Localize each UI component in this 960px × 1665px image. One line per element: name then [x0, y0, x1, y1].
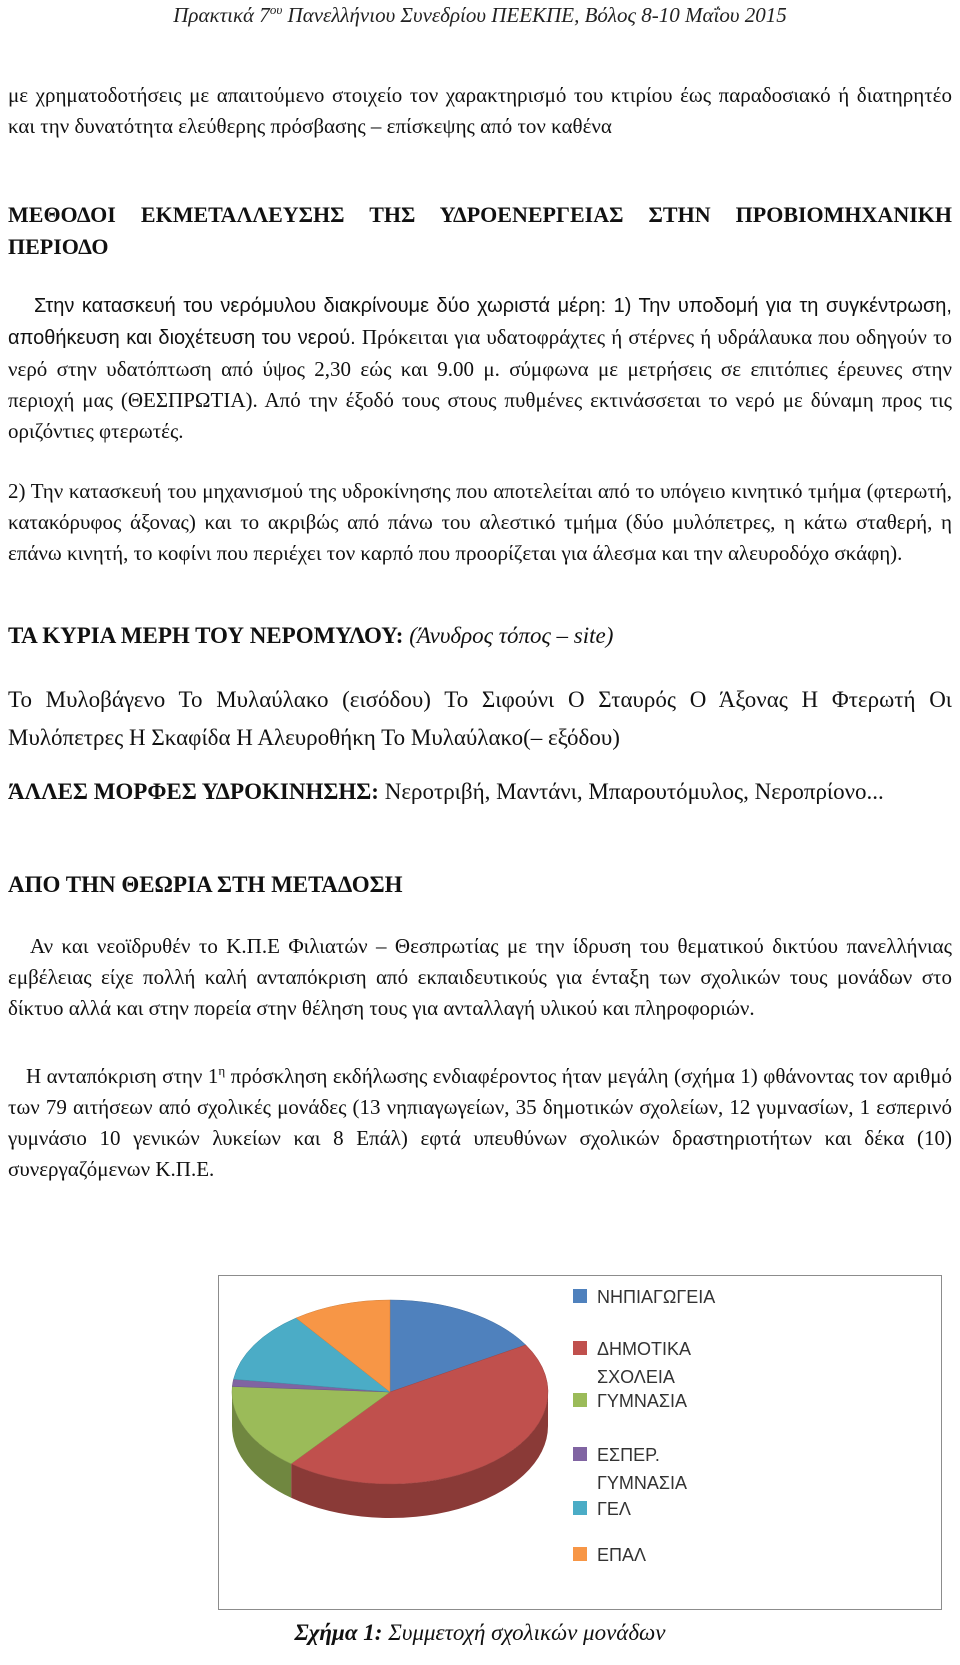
legend-label-0: ΝΗΠΙΑΓΩΓΕΙΑ: [597, 1287, 716, 1307]
paragraph-response: Η ανταπόκριση στην $1^\eta$ πρόσκληση εκδήλωσης ενδιαφέροντος ήταν μεγάλη (σχήμα 1) φθάνοντας τον αριθμό των 79 αιτήσεων από σχολικές μονάδες (13 νηπιαγωγείων, 35 δημοτικών σχολείων, 12 γυμνασίων, 1 εσπερινό γυμνάσιο 10 γενικών λυκείων και 8 Επάλ) εφτά υπευθύνων σχολικών δραστηριοτήτων και δέκα (10) συνεργαζόμενων Κ.Π.Ε.: [8, 1063, 952, 1181]
legend-swatch-5: [573, 1547, 587, 1561]
legend-label-5: ΕΠΑΛ: [597, 1545, 647, 1565]
legend-swatch-1: [573, 1341, 587, 1355]
heading-methods: ΜΕΘΟΔΟΙ ΕΚΜΕΤΑΛΛΕΥΣΗΣ ΤΗΣ ΥΔΡΟΕΝΕΡΓΕΙΑΣ ΣΤΗΝ ΠΡΟΒΙΟΜΗΧΑΝΙΚΗ ΠΕΡΙΟΔΟ: [8, 202, 952, 259]
heading-theory-transfer: ΑΠΟ ΤΗΝ ΘΕΩΡΙΑ ΣΤΗ ΜΕΤΑΔΟΣΗ: [8, 872, 403, 897]
legend-label-1: ΔΗΜΟΤΙΚΑ ΣΧΟΛΕΙΑ: [597, 1339, 692, 1387]
legend-swatch-3: [573, 1447, 587, 1461]
legend-swatch-4: [573, 1501, 587, 1515]
paragraph-mechanism: 2) Την κατασκευή του μηχανισμού της υδροκίνησης που αποτελείται από το υπόγειο κινητικό τμήμα (φτερωτή, κατακόρυφος άξονας) και το ακριβώς από πάνω του αλεστικό τμήμα (δύο μυλόπετρες, η κάτω σταθερή, η επάνω κινητή, το κοφίνι που περιέχει τον καρπό που προορίζεται για άλεσμα και την αλευροδόχο σκάφη).: [8, 479, 952, 565]
paragraph-mill-parts-list: Το Μυλοβάγενο Το Μυλαύλακο (εισόδου) Το Σιφούνι Ο Σταυρός Ο Άξονας Η Φτερωτή Οι Μυλόπετρες Η Σκαφίδα Η Αλευροθήκη Το Μυλαύλακο(– εξόδου): [8, 687, 952, 750]
legend-swatch-0: [573, 1289, 587, 1303]
legend-label-4: ΓΕΛ: [597, 1499, 631, 1519]
paragraph-construction: Στην κατασκευή του νερόμυλου διακρίνουμε δύο χωριστά μέρη: 1) Την υποδομή για τη συγκέντρωση, αποθήκευση και διοχέτευση του νερού. Πρόκειται για υδατοφράχτες ή στέρνες ή υδράλαυκα που οδηγούν το νερό στην υδατόπτωση από ύψος 2,30 εώς και 9.00 μ. σύμφωνα με μετρήσεις σε επιτόπιες έρευνες στην περιοχή μας (ΘΕΣΠΡΩΤΙΑ). Από την έξοδό τους στους πυθμένες εκτινάσσεται το νερό με δύναμη προς τις οριζόντιες φτερωτές.: [8, 295, 953, 443]
heading-mill-parts: ΤΑ ΚΥΡΙΑ ΜΕΡΗ ΤΟΥ ΝΕΡΟΜΥΛΟΥ: (Άνυδρος τόπος – site): [8, 623, 614, 648]
page-header: Πρακτικά $7^{o\upsilon}$ Πανελλήνιου Συνεδρίου ΠΕΕΚΠΕ, Βόλος 8-10 Μαΐου 2015: [173, 2, 787, 27]
paragraph-funding: με χρηματοδοτήσεις με απαιτούμενο στοιχείο τον χαρακτηρισμό του κτιρίου έως παραδοσιακό ή διατηρητέο και την δυνατότητα ελεύθερης πρόσβασης – επίσκεψης από τον καθένα: [8, 83, 952, 138]
legend-swatch-2: [573, 1393, 587, 1407]
paragraph-network: Αν και νεοϊδρυθέν το Κ.Π.Ε Φιλιατών – Θεσπρωτίας με την ίδρυση του θεματικού δικτύου πανελλήνιας εμβέλειας είχε πολλή καλή ανταπόκριση από εκπαιδευτικούς για ένταξη των σχολικών τους μονάδων στο δίκτυο αλλά και στην πορεία στην θέληση τους για ανταλλαγή υλικού και πληροφοριών.: [8, 934, 952, 1020]
heading-other-forms: ΆΛΛΕΣ ΜΟΡΦΕΣ ΥΔΡΟΚΙΝΗΣΗΣ: Νεροτριβή, Μαντάνι, Μπαρουτόμυλος, Νεροπρίονο...: [8, 779, 884, 804]
legend-label-3: ΕΣΠΕΡ. ΓΥΜΝΑΣΙΑ: [597, 1445, 688, 1493]
figure-caption: Σχήμα 1: Συμμετοχή σχολικών μονάδων: [294, 1620, 666, 1645]
legend-label-2: ΓΥΜΝΑΣΙΑ: [597, 1391, 688, 1411]
